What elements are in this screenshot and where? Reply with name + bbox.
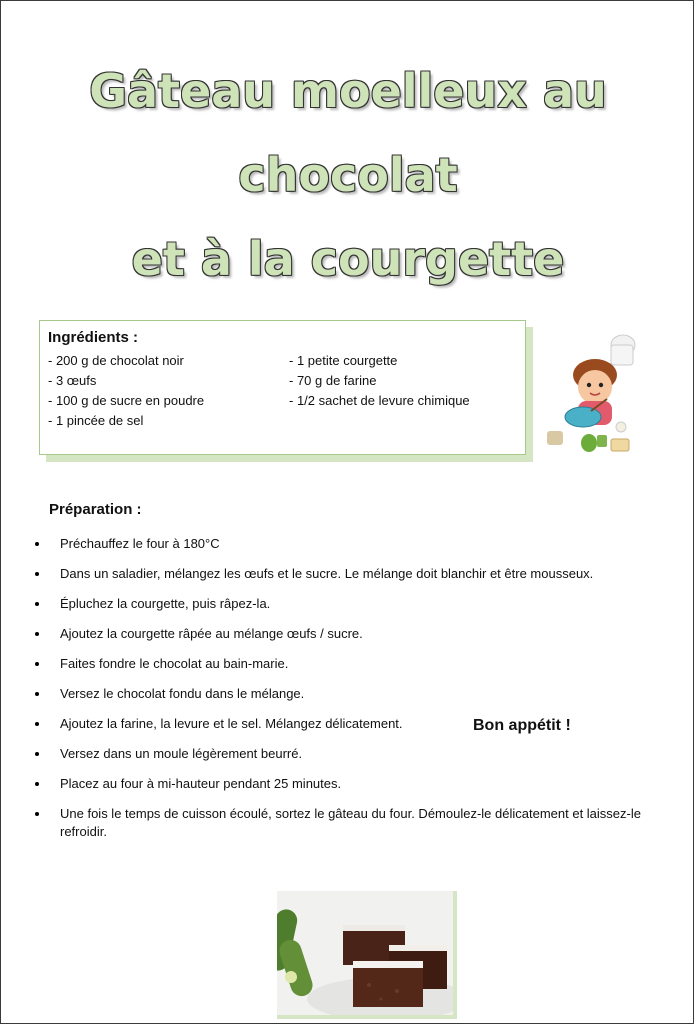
list-item bbox=[27, 655, 677, 673]
ingredient-item: - 3 œufs bbox=[48, 373, 97, 388]
ingredients-heading: Ingrédients : bbox=[48, 329, 139, 346]
ingredients-right-column bbox=[289, 351, 470, 411]
ingredient-item: - 1 petite courgette bbox=[289, 353, 398, 368]
bullet bbox=[35, 662, 39, 666]
ingredients-left-column bbox=[48, 351, 204, 431]
list-item bbox=[27, 535, 677, 553]
recipe-title bbox=[1, 49, 694, 301]
preparation-heading: Préparation : bbox=[49, 501, 142, 518]
step-text: Préchauffez le four à 180°C bbox=[60, 536, 220, 551]
bullet bbox=[35, 692, 39, 696]
step-text: Ajoutez la courgette râpée au mélange œufs / sucre. bbox=[60, 626, 363, 641]
title-line-2: chocolat bbox=[238, 148, 458, 202]
title-line-3: et à la courgette bbox=[131, 232, 565, 286]
step-text: Une fois le temps de cuisson écoulé, sortez le gâteau du four. Démoulez-le délicatement et laissez-le refroidir. bbox=[60, 806, 641, 839]
bullet bbox=[35, 782, 39, 786]
list-item bbox=[27, 625, 677, 643]
bullet bbox=[35, 602, 39, 606]
title-line-1: Gâteau moelleux au bbox=[89, 64, 607, 118]
list-item bbox=[27, 715, 677, 733]
bullet bbox=[35, 572, 39, 576]
ingredient-item: - 1/2 sachet de levure chimique bbox=[289, 393, 470, 408]
step-text: Épluchez la courgette, puis râpez-la. bbox=[60, 596, 271, 611]
preparation-steps bbox=[27, 535, 677, 853]
list-item bbox=[27, 565, 677, 583]
chef-child-illustration bbox=[545, 331, 645, 461]
cake-photo bbox=[277, 891, 457, 1019]
bullet bbox=[35, 632, 39, 636]
list-item bbox=[27, 745, 677, 763]
step-text: Dans un saladier, mélangez les œufs et le sucre. Le mélange doit blanchir et être mousseux. bbox=[60, 566, 594, 581]
step-text: Faites fondre le chocolat au bain-marie. bbox=[60, 656, 289, 671]
step-text: Versez le chocolat fondu dans le mélange. bbox=[60, 686, 305, 701]
list-item bbox=[27, 685, 677, 703]
step-text: Versez dans un moule légèrement beurré. bbox=[60, 746, 303, 761]
ingredient-item: - 200 g de chocolat noir bbox=[48, 353, 184, 368]
chocolate-cake-image bbox=[277, 891, 453, 1015]
bullet bbox=[35, 542, 39, 546]
bullet bbox=[35, 752, 39, 756]
ingredient-item: - 100 g de sucre en poudre bbox=[48, 393, 205, 408]
ingredients-box bbox=[39, 320, 526, 455]
bullet bbox=[35, 722, 39, 726]
bullet bbox=[35, 812, 39, 816]
step-text: Ajoutez la farine, la levure et le sel. Mélangez délicatement. bbox=[60, 716, 403, 731]
list-item bbox=[27, 805, 677, 841]
ingredient-item: - 70 g de farine bbox=[289, 373, 377, 388]
bon-appetit-text: Bon appétit ! bbox=[473, 717, 571, 734]
list-item bbox=[27, 595, 677, 613]
step-text: Placez au four à mi-hauteur pendant 25 minutes. bbox=[60, 776, 342, 791]
ingredient-item: - 1 pincée de sel bbox=[48, 413, 144, 428]
list-item bbox=[27, 775, 677, 793]
